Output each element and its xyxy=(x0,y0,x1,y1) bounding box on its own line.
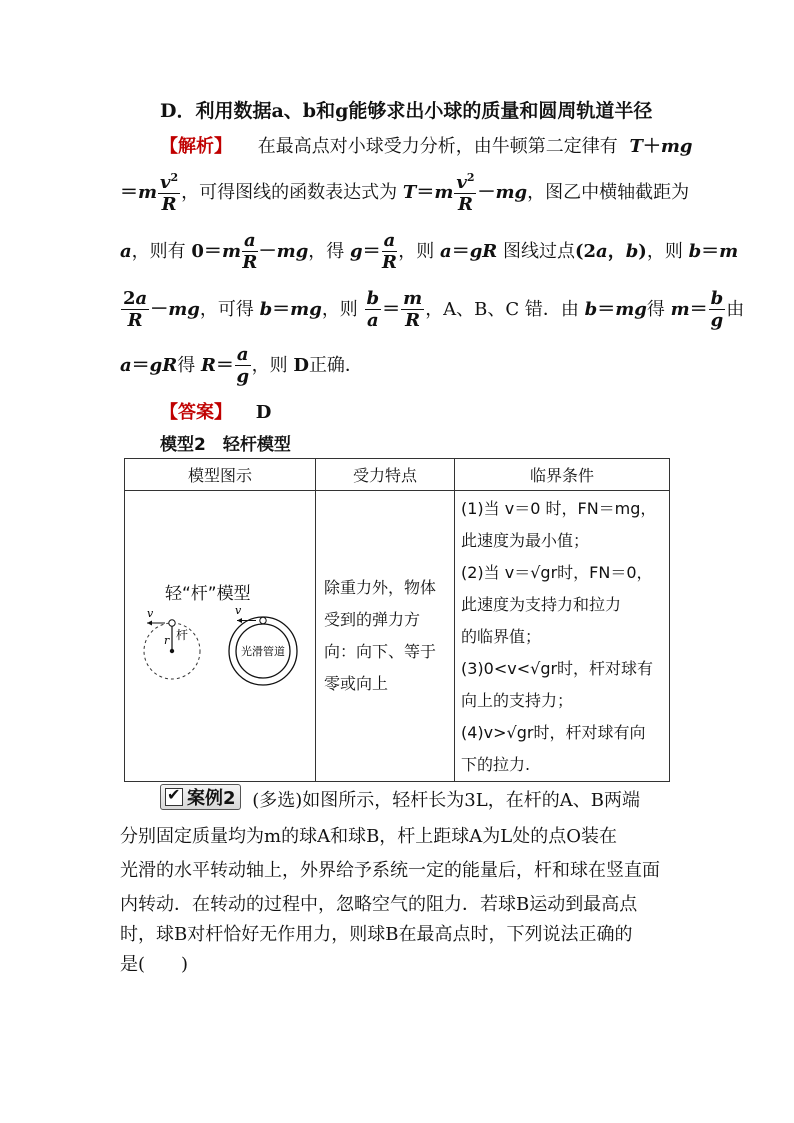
force-line: 向：向下、等于 xyxy=(324,642,437,661)
force-line: 受到的弹力方 xyxy=(324,610,421,629)
table-header-figure: 模型图示 xyxy=(125,459,316,491)
answer-line xyxy=(160,398,271,424)
condition-line: 向上的支持力； xyxy=(461,691,574,710)
condition-line: (2)当 v＝√gr时，FN＝0， xyxy=(461,563,653,582)
check-icon xyxy=(165,788,183,806)
answer-value: D xyxy=(255,402,272,423)
v-label-2: v xyxy=(235,604,242,617)
analysis-text-3e: ，则 xyxy=(646,241,683,262)
r-label: r xyxy=(164,634,170,647)
case-line: 时，球B对杆恰好无作用力，则球B在最高点时，下列说法正确的 xyxy=(120,924,633,945)
condition-line: (1)当 v＝0 时，FN＝mg， xyxy=(461,499,657,518)
analysis-text-3a: ，则有 xyxy=(131,241,186,262)
condition-line: 此速度为支持力和拉力 xyxy=(461,595,622,614)
force-line: 除重力外，物体 xyxy=(324,578,437,597)
analysis-text-5a: 得 xyxy=(177,355,196,376)
case-line: 内转动．在转动的过程中，忽略空气的阻力．若球B运动到最高点 xyxy=(120,894,638,915)
force-cell xyxy=(316,491,455,782)
tube-label: 光滑管道 xyxy=(241,645,285,658)
analysis-text-2b: ，图乙中横轴截距为 xyxy=(527,182,690,203)
analysis-line-5: a＝gR得 R＝ $\frac{a}{g}$ ，则 D正确． xyxy=(120,344,363,387)
v-label-1: v xyxy=(147,607,154,620)
condition-line: 下的拉力. xyxy=(461,755,531,774)
case-line: 是( ) xyxy=(120,954,189,975)
figure-caption: 轻“杆”模型 xyxy=(165,584,251,604)
analysis-text-2a: ，可得图线的函数表达式为 xyxy=(181,182,398,203)
case-line: 光滑的水平转动轴上，外界给予系统一定的能量后，杆和球在竖直面 xyxy=(120,860,660,881)
analysis-text-3b: ，得 xyxy=(308,241,345,262)
model-table xyxy=(124,458,670,782)
case-line-1: ✔ 案例2 (多选)如图所示，轻杆长为3L，在杆的A、B两端 xyxy=(160,784,640,812)
rod-model-figure xyxy=(125,603,315,699)
analysis-text-3d: 图线过点 xyxy=(502,241,575,262)
rod-label: 杆 xyxy=(176,628,189,642)
analysis-text-4d: 得 xyxy=(646,299,665,320)
analysis-text-5c: 正确． xyxy=(308,355,363,376)
condition-line: (4)v>√gr时，杆对球有向 xyxy=(461,723,646,742)
case-line: 分别固定质量均为m的球A和球B，杆上距球A为L处的点O装在 xyxy=(120,826,618,847)
condition-cell xyxy=(455,491,670,782)
figure-cell xyxy=(125,491,316,782)
analysis-text-4b: ，则 xyxy=(321,299,358,320)
analysis-text-5b: ，则 xyxy=(251,355,288,376)
analysis-text-4a: ，可得 xyxy=(199,299,254,320)
condition-line: (3)0<v<√gr时，杆对球有 xyxy=(461,659,654,678)
analysis-text-3c: ，则 xyxy=(398,241,435,262)
analysis-line-2: ＝m $\frac{v^2}{R}$ ，可得图线的函数表达式为 T＝m $\frac{v^2}{R}$ －mg，图乙中横轴截距为 xyxy=(120,171,690,215)
analysis-text-4e: 由 xyxy=(726,299,745,320)
analysis-text-4c: ，A、B、C 错．由 xyxy=(425,299,579,320)
option-d: D．利用数据a、b和g能够求出小球的质量和圆周轨道半径 xyxy=(160,100,653,122)
condition-line: 此速度为最小值； xyxy=(461,531,590,550)
case-badge: ✔ 案例2 xyxy=(160,784,241,810)
analysis-text-1: 在最高点对小球受力分析，由牛顿第二定律有 xyxy=(257,136,618,157)
analysis-line-4: $\frac{2a}{R}$ －mg，可得 b＝mg，则 $\frac{b}{a}$ ＝ $\frac{m}{R}$ ，A、B、C 错．由 b＝mg得 m＝ $\frac{b}{g}$ 由 xyxy=(123,288,745,331)
analysis-tag: 【解析】 xyxy=(160,136,232,157)
analysis-line-1: 【解析】 在最高点对小球受力分析，由牛顿第二定律有 T＋mg xyxy=(160,136,693,157)
force-line: 零或向上 xyxy=(324,674,389,693)
model-title: 模型2 轻杆模型 xyxy=(160,435,291,455)
answer-tag: 【答案】 xyxy=(160,402,232,423)
table-header-force: 受力特点 xyxy=(316,459,455,491)
analysis-line-3: a，则有 0＝m $\frac{a}{R}$ －mg，得 g＝ $\frac{a}{R}$ ，则 a＝gR 图线过点(2a，b)，则 b＝m xyxy=(120,230,739,273)
table-header-condition: 临界条件 xyxy=(455,459,670,491)
condition-line: 的临界值； xyxy=(461,627,542,646)
